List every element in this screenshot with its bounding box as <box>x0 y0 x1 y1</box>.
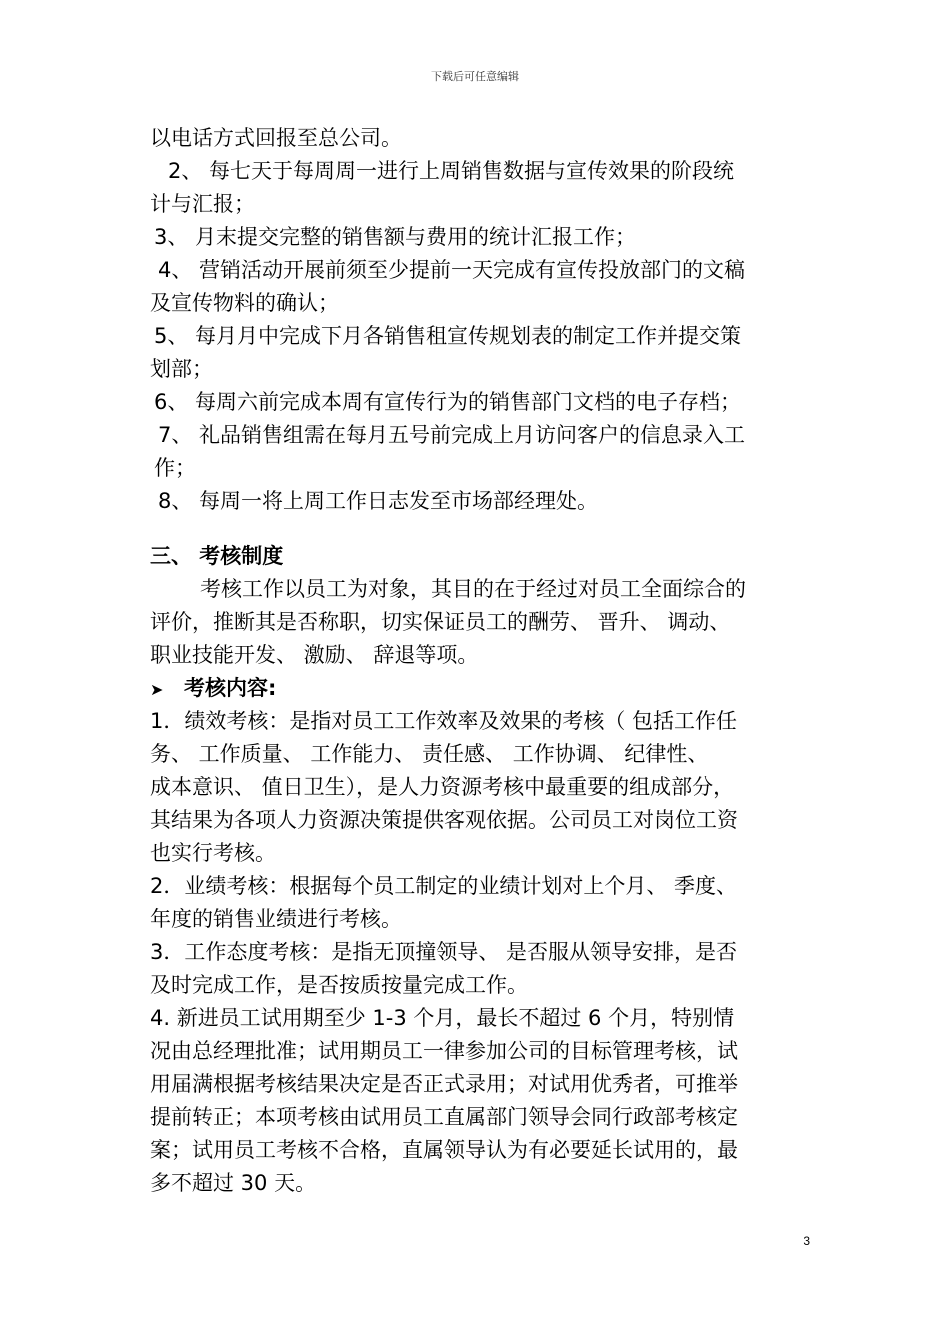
intro-line: 评价，推断其是否称职，切实保证员工的酬劳、 晋升、 调动、 <box>150 610 731 634</box>
content-line: 年度的销售业绩进行考核。 <box>150 907 402 931</box>
content-line: 多不超过 30 天。 <box>150 1171 317 1195</box>
content-line: 及时完成工作，是否按质按量完成工作。 <box>150 973 528 997</box>
intro-line: 职业技能开发、 激励、 辞退等项。 <box>150 643 479 667</box>
page-header: 下载后可任意编辑 <box>431 70 519 83</box>
content-line: 况由总经理批准；试用期员工一律参加公司的目标管理考核，试 <box>150 1039 738 1063</box>
page-number: 3 <box>803 1234 810 1248</box>
text-line: 作； <box>154 456 196 480</box>
text-line: 划部； <box>150 357 213 381</box>
list-item-2: 2、 每七天于每周周一进行上周销售数据与宣传效果的阶段统 <box>168 159 735 183</box>
content-line: 2．业绩考核：根据每个员工制定的业绩计划对上个月、 季度、 <box>150 874 738 898</box>
list-item-5: 5、 每月月中完成下月各销售租宣传规划表的制定工作并提交策 <box>154 324 742 348</box>
list-item-8: 8、 每周一将上周工作日志发至市场部经理处。 <box>158 489 599 513</box>
content-line: 4. 新进员工试用期至少 1-3 个月，最长不超过 6 个月，特别情 <box>150 1006 735 1030</box>
text-line: 及宣传物料的确认； <box>150 291 339 315</box>
list-item-4: 4、 营销活动开展前须至少提前一天完成有宣传投放部门的文稿 <box>158 258 746 282</box>
content-line: 案；试用员工考核不合格，直属领导认为有必要延长试用的，最 <box>150 1138 738 1162</box>
paragraph-gap <box>150 518 810 540</box>
text-line: 计与汇报； <box>150 192 255 216</box>
content-line: 务、 工作质量、 工作能力、 责任感、 工作协调、 纪律性、 <box>150 742 709 766</box>
content-line: 提前转正；本项考核由试用员工直属部门领导会同行政部考核定 <box>150 1105 738 1129</box>
arrow-bullet-icon: ➤ <box>150 680 164 699</box>
intro-line: 考核工作以员工为对象，其目的在于经过对员工全面综合的 <box>200 577 746 601</box>
list-item-6: 6、 每周六前完成本周有宣传行为的销售部门文档的电子存档； <box>154 390 742 414</box>
document-body <box>150 122 810 1200</box>
content-line: 用届满根据考核结果决定是否正式录用；对试用优秀者，可推举 <box>150 1072 738 1096</box>
text-line: 以电话方式回报至总公司。 <box>150 126 402 150</box>
content-line: 其结果为各项人力资源决策提供客观依据。公司员工对岗位工资 <box>150 808 738 832</box>
content-line: 3．工作态度考核：是指无顶撞领导、 是否服从领导安排，是否 <box>150 940 738 964</box>
content-line: 1．绩效考核：是指对员工工作效率及效果的考核（ 包括工作任 <box>150 709 738 733</box>
subheading-label: 考核内容: <box>184 676 277 700</box>
content-line: 也实行考核。 <box>150 841 276 865</box>
list-item-3: 3、 月末提交完整的销售额与费用的统计汇报工作； <box>154 225 637 249</box>
list-item-7: 7、 礼品销售组需在每月五号前完成上月访问客户的信息录入工 <box>158 423 746 447</box>
subheading <box>150 672 810 705</box>
section-title: 三、 考核制度 <box>150 544 284 568</box>
content-line: 成本意识、 值日卫生），是人力资源考核中最重要的组成部分， <box>150 775 735 799</box>
